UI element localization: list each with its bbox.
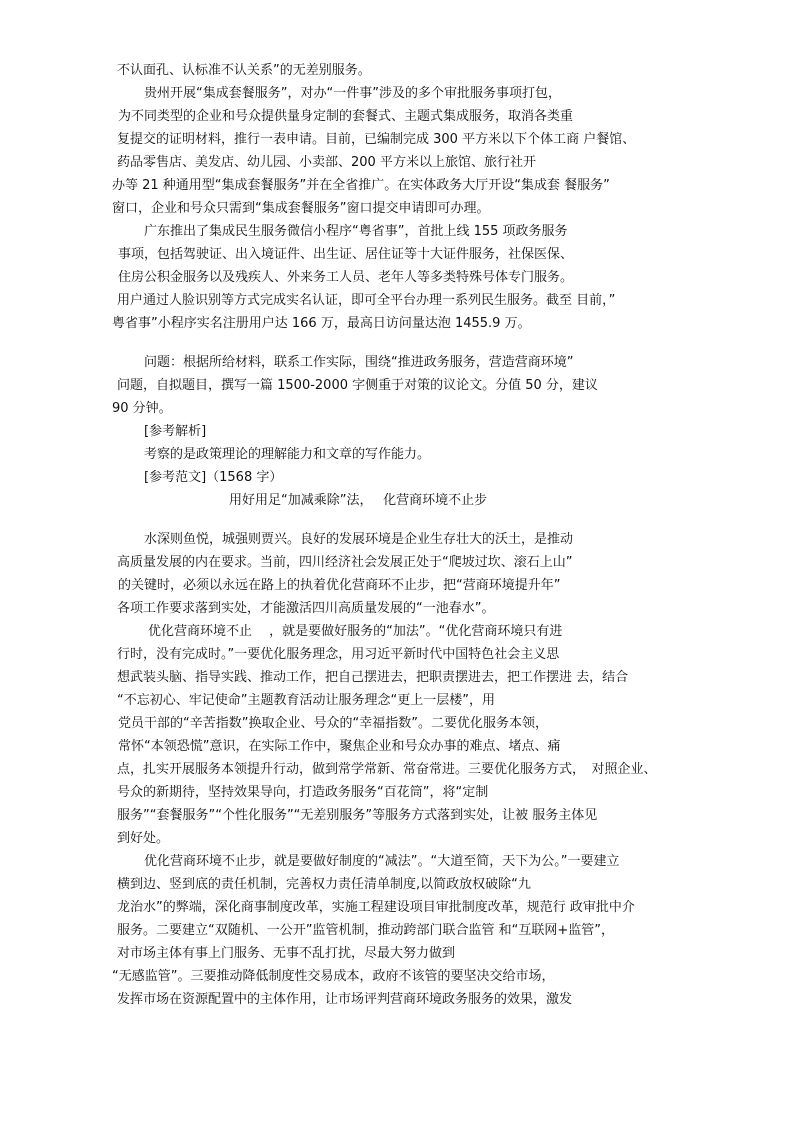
text-line: 优化营商环境不止步，就是要做好制度的“减法”。“大道至简，天下为公。”一要建立 (144, 854, 620, 869)
text-line: [参考解析] (144, 424, 207, 439)
text-line: 号众的新期待，坚持效果导向，打造政务服务“百花筒”，将“定制 (117, 785, 489, 800)
text-line: 考察的是政策理论的理解能力和文章的写作能力。 (144, 447, 431, 462)
text-line: 党员干部的“辛苦指数”换取企业、号众的“幸福指数”。二要优化服务本领， (118, 716, 548, 731)
text-line: 水深则鱼悦，城强则贾兴。良好的发展环境是企业生存壮大的沃土，是推动 (144, 532, 574, 547)
text-line: 到好处。 (117, 831, 170, 846)
text-line: 90 分钟。 (112, 401, 172, 416)
text-line: 粤省事”小程序实名注册用户达 166 万，最高日访问量达泡 1455.9 万。 (112, 316, 531, 331)
text-line: 窗口，企业和号众只需到“集成套餐服务”窗口提交申请即可办理。 (112, 201, 490, 216)
essay-title: 用好用足“加减乘除”法， 化营商环境不止步 (229, 493, 488, 508)
text-line: “无感监管”。三要推动降低制度性交易成本，政府不该管的要坚决交给市场， (112, 969, 555, 984)
text-line: 贵州开展“集成套餐服务”，对办“一件事”涉及的多个审批服务事项打包， (144, 86, 561, 101)
text-line: 优化营商环境不止 ，就是要做好服务的“加法”。“优化营商环境只有进 (148, 624, 563, 639)
text-line: 广东推出了集成民生服务微信小程序“粤省事”，首批上线 155 项政务服务 (144, 224, 568, 239)
text-line: 对市场主体有事上门服务、无事不乱打扰，尽最大努力做到 (117, 946, 456, 961)
text-line: [参考范文]（1568 字） (144, 470, 283, 485)
text-line: 不认面孔、认标准不认关系”的无差别服务。 (117, 63, 371, 78)
text-line: 复提交的证明材料，推行一表申请。目前，已编制完成 300 平方米以下个体工商 户餐馆、 (117, 132, 636, 147)
text-line: 发挥市场在资源配置中的主体作用，让市场评判营商环境政务服务的效果，激发 (117, 992, 573, 1007)
text-line: 药品零售店、美发店、幼儿园、小卖部、200 平方米以上旅馆、旅行社开 (117, 155, 536, 170)
text-line: 高质量发展的内在要求。当前，四川经济社会发展正处于“爬坡过坎、滚石上山” (117, 555, 573, 570)
text-line: 用户通过人脸识别等方式完成实名认证，即可全平台办理一系列民生服务。截至 目前，” (117, 293, 616, 308)
text-line: 龙治水”的弊端，深化商事制度改革，实施工程建设项目审批制度改革，规范行 政审批中介 (117, 900, 635, 915)
text-line: 常怀“本领恐慌”意识，在实际工作中，聚焦企业和号众办事的难点、堵点、痛 (118, 739, 561, 754)
text-line: 想武装头脑、指导实践、推动工作，把自己摆进去，把职责摆进去，把工作摆进 去，结合 (117, 670, 629, 685)
text-line: 行时，没有完成时。”一要优化服务理念，用习近平新时代中国特色社会主义思 (117, 647, 560, 662)
text-line: 住房公积金服务以及残疾人、外来务工人员、老年人等多类特殊号体专门服务。 (118, 270, 574, 285)
text-line: “不忘初心、牢记使命”主题教育活动让服务理念“更上一层楼”，用 (117, 693, 495, 708)
text-line: 问题，自拟题目，撰写一篇 1500-2000 字侧重于对策的议论文。分值 50 分，建议 (117, 378, 598, 393)
text-line: 横到边、竖到底的责任机制，完善权力责任清单制度,以简政放权破除“九 (117, 877, 531, 892)
text-line: 服务。二要建立“双随机、一公开”监管机制，推动跨部门联合监管 和“互联网+监管”， (117, 923, 614, 938)
text-line: 问题：根据所给材料，联系工作实际，围绕“推进政务服务，营造营商环境” (144, 355, 574, 370)
text-line: 各项工作要求落到实处，才能激活四川高质量发展的“一池春水”。 (117, 601, 495, 616)
text-line: 为不同类型的企业和号众提供量身定制的套餐式、主题式集成服务，取消各类重 (118, 109, 574, 124)
text-line: 的关键时，必须以永远在路上的执着优化营商环不止步，把“营商环境提升年” (118, 578, 561, 593)
text-line: 服务”“套餐服务”“个性化服务”“无差别服务”等服务方式落到实处，让被 服务主体见 (117, 808, 598, 823)
text-line: 点，扎实开展服务本领提升行动，做到常学常新、常奋常进。三要优化服务方式， 对照企业、 (117, 762, 657, 777)
text-line: 事项，包括驾驶证、出入境证件、出生证、居住证等十大证件服务，社保医保、 (118, 247, 574, 262)
text-line: 办等 21 种通用型“集成套餐服务”并在全省推广。在实体政务大厅开设“集成套 餐服务” (112, 178, 610, 193)
